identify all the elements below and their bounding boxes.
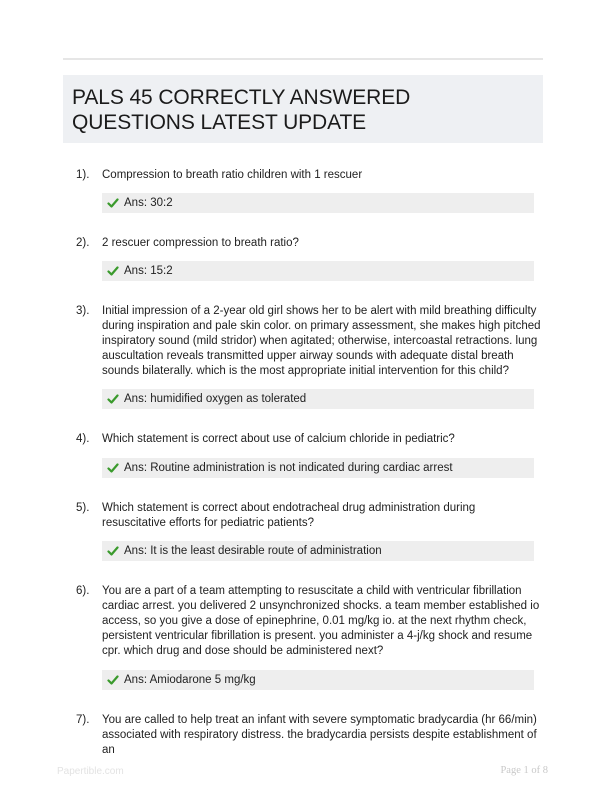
footer-watermark: Papertible.com bbox=[57, 766, 124, 777]
question-text: Initial impression of a 2-year old girl shows her to be alert with mild breathing difficulty during inspiration and pale skin color. on primary assessment, she makes high pitched inspiratory sound (mild stridor) when agitated; otherwise, intercoastal retractions. lung auscultation reveals transmitted upper airway sounds with adequate distal breath sounds bilaterally. which is the most appropriate initial intervention for this child? bbox=[102, 305, 541, 377]
question-number: 4). bbox=[76, 433, 90, 445]
answer-box bbox=[102, 193, 534, 213]
answer-box bbox=[102, 670, 534, 690]
question-number: 1). bbox=[76, 169, 90, 181]
answer-box bbox=[102, 458, 534, 478]
check-icon bbox=[107, 197, 119, 209]
answer-text: Ans: 15:2 bbox=[124, 264, 173, 277]
check-icon bbox=[107, 265, 119, 277]
question-text: You are called to help treat an infant with severe symptomatic bradycardia (hr 66/min) associated with respiratory distress. the bradycardia persists despite establishment of an bbox=[102, 714, 537, 756]
title-box bbox=[63, 75, 543, 143]
check-icon bbox=[107, 462, 119, 474]
question-number: 5). bbox=[76, 502, 90, 514]
question-number: 6). bbox=[76, 585, 90, 597]
answer-box bbox=[102, 541, 534, 561]
question-number: 7). bbox=[76, 714, 90, 726]
answer-text: Ans: Amiodarone 5 mg/kg bbox=[124, 673, 256, 686]
check-icon bbox=[107, 545, 119, 557]
question-text: 2 rescuer compression to breath ratio? bbox=[102, 237, 299, 249]
document-title: PALS 45 CORRECTLY ANSWERED QUESTIONS LATEST UPDATE bbox=[72, 86, 411, 134]
answer-text: Ans: 30:2 bbox=[124, 196, 173, 209]
question-text: Which statement is correct about endotracheal drug administration during resuscitative efforts for pediatric patients? bbox=[102, 502, 476, 529]
check-icon bbox=[107, 674, 119, 686]
answer-text: Ans: humidified oxygen as tolerated bbox=[124, 392, 307, 405]
check-icon bbox=[107, 393, 119, 405]
question-number: 3). bbox=[76, 305, 90, 317]
page-number: Page 1 of 8 bbox=[500, 765, 548, 776]
answer-box bbox=[102, 261, 534, 281]
question-text: Compression to breath ratio children with 1 rescuer bbox=[102, 169, 363, 181]
question-number: 2). bbox=[76, 237, 90, 249]
question-text: You are a part of a team attempting to resuscitate a child with ventricular fibrillation cardiac arrest. you delivered 2 unsynchronized shocks. a team member established io access, so you give a dose of epinephrine, 0.01 mg/kg io. at the next rhythm check, persistent ventricular fibrillation is present. you administer a 4-j/kg shock and resume cpr. which drug and dose should be administered next? bbox=[102, 585, 540, 657]
top-rule bbox=[63, 58, 543, 60]
answer-box bbox=[102, 389, 534, 409]
question-text: Which statement is correct about use of calcium chloride in pediatric? bbox=[102, 433, 455, 445]
answer-text: Ans: Routine administration is not indicated during cardiac arrest bbox=[124, 461, 453, 474]
answer-text: Ans: It is the least desirable route of administration bbox=[124, 544, 382, 557]
